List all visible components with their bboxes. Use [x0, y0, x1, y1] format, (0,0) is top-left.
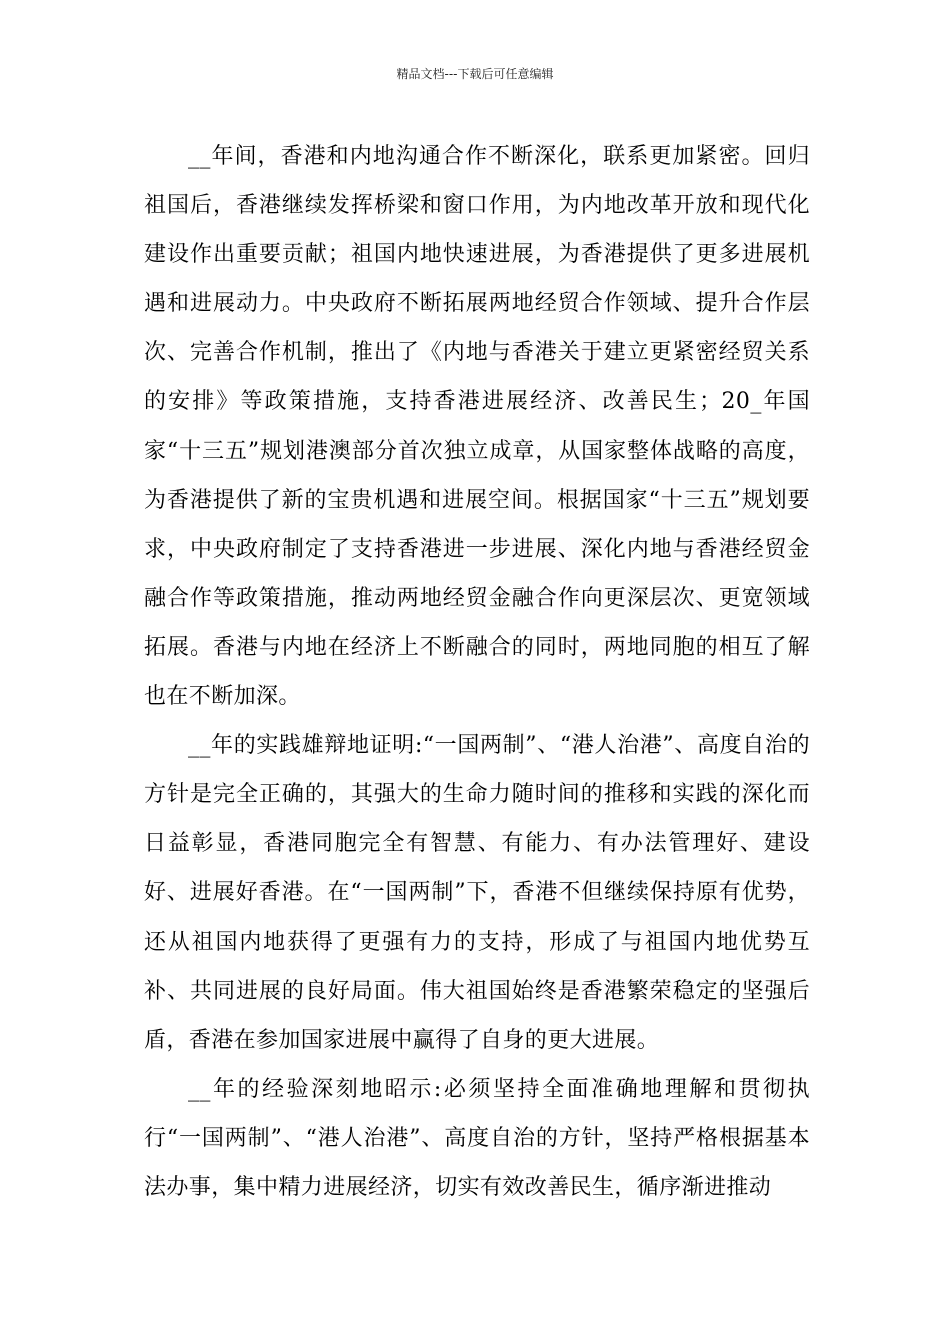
page-header: 精品文档---下载后可任意编辑 [396, 67, 554, 81]
paragraph-3: __年的经验深刻地昭示:必须坚持全面准确地理解和贯彻执行“一国两制”、“港人治港”、高度自治的方针，坚持严格根据基本法办事，集中精力进展经济，切实有效改善民生，循序渐进推动 [144, 1076, 810, 1200]
paragraph-2: __年的实践雄辩地证明:“一国两制”、“港人治港”、高度自治的方针是完全正确的，其强大的生命力随时间的推移和实践的深化而日益彰显，香港同胞完全有智慧、有能力、有办法管理好、建设好、进展好香港。在“一国两制”下，香港不但继续保持原有优势，还从祖国内地获得了更强有力的支持，形成了与祖国内地优势互补、共同进展的良好局面。伟大祖国始终是香港繁荣稳定的坚强后盾，香港在参加国家进展中赢得了自身的更大进展。 [144, 733, 810, 1053]
document-body [144, 132, 810, 1212]
paragraph-1: __年间，香港和内地沟通合作不断深化，联系更加紧密。回归祖国后，香港继续发挥桥梁和窗口作用，为内地改革开放和现代化建设作出重要贡献；祖国内地快速进展，为香港提供了更多进展机遇和进展动力。中央政府不断拓展两地经贸合作领域、提升合作层次、完善合作机制，推出了《内地与香港关于建立更紧密经贸关系的安排》等政策措施，支持香港进展经济、改善民生；20_年国家“十三五”规划港澳部分首次独立成章，从国家整体战略的高度，为香港提供了新的宝贵机遇和进展空间。根据国家“十三五”规划要求，中央政府制定了支持香港进一步进展、深化内地与香港经贸金融合作等政策措施，推动两地经贸金融合作向更深层次、更宽领域拓展。香港与内地在经济上不断融合的同时，两地同胞的相互了解也在不断加深。 [144, 144, 810, 710]
